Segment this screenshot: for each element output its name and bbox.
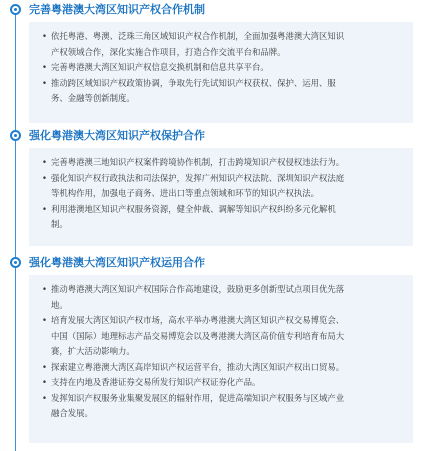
timeline-dot-icon [10,257,21,268]
section-title: 强化粤港澳大湾区知识产权运用合作 [29,256,205,269]
section-content-box [29,275,413,443]
list-item [42,202,407,233]
list-item-text: 完善粤港澳三地知识产权案件跨境协作机制，打击跨境知识产权侵权违法行为。 [51,157,345,167]
list-item-text: 等机构作用，加强电子商务、进出口等重点领域和环节的知识产权执法。 [51,188,319,198]
list-item-text: 依托粤港、粤澳、泛珠三角区域知识产权合作机制，全面加强粤港澳大湾区知识 [51,31,345,41]
list-item-text: 地。 [51,299,68,310]
list-item-text: 制。 [51,219,68,229]
section-title: 完善粤港澳大湾区知识产权合作机制 [29,3,205,16]
list-item [42,313,407,360]
list-item-text: 务、金融等创新制度。 [51,93,135,103]
timeline-line [15,10,16,451]
list-item [42,282,407,313]
section-header [0,0,422,20]
section-title: 强化粤港澳大湾区知识产权保护合作 [29,129,205,142]
list-item-text: 培育发展大湾区知识产权市场，高水平举办粤港澳大湾区知识产权交易博览会、 [51,315,345,325]
bullet-icon: • [42,203,47,214]
list-item-text: 支持在内地及香港证券交易所发行知识产权证券化产品。 [51,377,261,387]
bullet-icon: • [42,172,47,183]
timeline-dot-icon [10,130,21,141]
list-item-text: 推动跨区域知识产权政策协调，争取先行先试知识产权获权、保护、运用、服 [51,77,336,88]
list-item-text: 利用港澳地区知识产权服务资源，健全仲裁、调解等知识产权纠纷多元化解机 [51,203,336,214]
list-item [42,171,407,202]
section-content-box [29,22,413,123]
list-item-text: 赛，扩大活动影响力。 [51,346,135,356]
list-item-text: 强化知识产权行政执法和司法保护，发挥广州知识产权法院、深圳知识产权法庭 [51,172,345,183]
list-item [42,60,407,76]
list-item [42,375,407,391]
timeline-dot-icon [10,4,21,15]
list-item-text: 中国（国际）地理标志产品交易博览会以及粤港澳大湾区高价值专利培育布局大 [51,330,345,341]
bullet-icon: • [42,377,47,387]
bullet-icon: • [42,157,47,167]
bullet-icon: • [42,392,47,403]
list-item [42,360,407,376]
section-header [0,126,422,146]
list-item [42,76,407,107]
list-item [42,155,407,171]
list-item-text: 发挥知识产权服务业集聚发展区的辐射作用，促进高端知识产权服务与区域产业 [51,392,345,403]
bullet-icon: • [42,284,47,294]
bullet-icon: • [42,31,47,41]
list-item [42,29,407,60]
list-item-text: 推动粤港澳大湾区知识产权国际合作高地建设，鼓励更多创新型试点项目优先落 [51,284,345,294]
list-item-text: 产权领域合作，深化实施合作项目，打造合作交流平台和品牌。 [51,46,286,57]
bullet-icon: • [42,361,47,372]
list-item [42,391,407,422]
list-item-text: 完善粤港澳大湾区知识产权信息交换机制和信息共享平台。 [51,62,269,72]
list-item-text: 融合发展。 [51,408,93,418]
section-content-box [29,148,413,246]
bullet-icon: • [42,77,47,88]
list-item-text: 探索建立粤港澳大湾区高岸知识产权运营平台，推动大湾区知识产权出口贸易。 [51,361,345,372]
bullet-icon: • [42,315,47,325]
section-header [0,253,422,273]
bullet-icon: • [42,62,47,72]
